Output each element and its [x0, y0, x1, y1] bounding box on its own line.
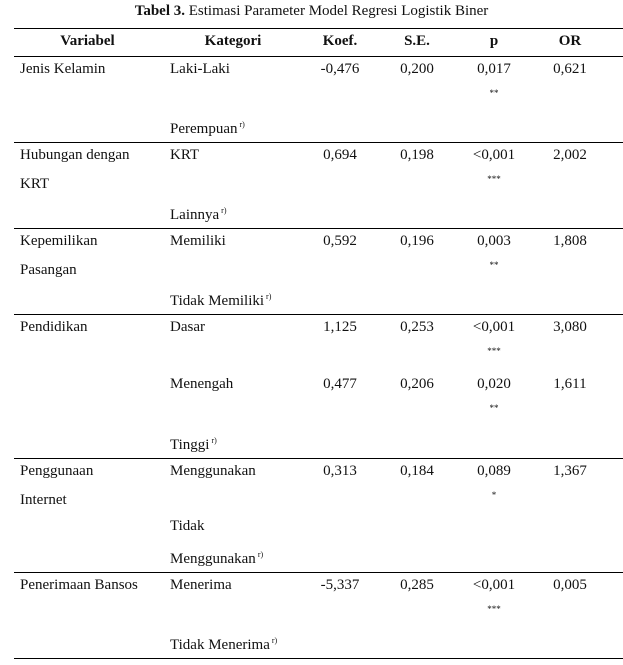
- header-koef: Koef.: [322, 33, 358, 49]
- cell-kategori-line1: Tidak: [170, 518, 205, 534]
- kategori-text: Perempuan: [170, 121, 238, 137]
- cell-koef: -5,337: [320, 577, 360, 593]
- rule-group-3: [14, 314, 623, 315]
- cell-or: 1,611: [553, 376, 587, 392]
- cell-kategori: Dasar: [170, 319, 205, 335]
- cell-or: 1,367: [553, 463, 587, 479]
- cell-koef: 1,125: [323, 319, 357, 335]
- significance-stars: *: [491, 490, 497, 500]
- cell-se: 0,206: [400, 376, 434, 392]
- cell-se: 0,198: [400, 147, 434, 163]
- rule-group-5: [14, 572, 623, 573]
- cell-kategori: Menengah: [170, 376, 234, 392]
- significance-stars: ***: [487, 604, 501, 614]
- cell-variabel-line1: Hubungan dengan: [20, 147, 130, 163]
- header-variabel: Variabel: [60, 33, 115, 49]
- cell-or: 0,005: [553, 577, 587, 593]
- cell-variabel-line1: Kepemilikan: [20, 233, 98, 249]
- cell-p: <0,001: [472, 577, 516, 593]
- cell-kategori: KRT: [170, 147, 200, 163]
- cell-koef: 0,694: [323, 147, 357, 163]
- cell-kategori-reference: [170, 288, 271, 310]
- cell-kategori: Laki-Laki: [170, 61, 230, 77]
- cell-koef: 0,592: [323, 233, 357, 249]
- cell-p: 0,089: [477, 463, 511, 479]
- cell-koef: 0,477: [323, 376, 357, 392]
- cell-kategori: Menggunakan: [170, 463, 256, 479]
- header-or: OR: [558, 33, 582, 49]
- cell-p: <0,001: [472, 147, 516, 163]
- reference-mark: r): [211, 436, 217, 445]
- cell-or: 0,621: [553, 61, 587, 77]
- cell-kategori: Memiliki: [170, 233, 226, 249]
- cell-se: 0,253: [400, 319, 434, 335]
- reference-mark: r): [221, 206, 227, 215]
- caption-text: Estimasi Parameter Model Regresi Logistik Biner: [188, 3, 489, 19]
- cell-variabel-line2: KRT: [20, 176, 50, 192]
- significance-stars: **: [489, 260, 499, 270]
- significance-stars: **: [489, 88, 499, 98]
- cell-p: 0,003: [477, 233, 511, 249]
- cell-variabel-line2: Internet: [20, 492, 67, 508]
- cell-or: 2,002: [553, 147, 587, 163]
- rule-header-bottom: [14, 56, 623, 57]
- cell-p: 0,017: [477, 61, 511, 77]
- cell-koef: -0,476: [320, 61, 360, 77]
- cell-koef: 0,313: [323, 463, 357, 479]
- cell-kategori: Menerima: [170, 577, 232, 593]
- cell-kategori-reference: [170, 202, 226, 224]
- table-caption: [0, 2, 623, 20]
- cell-se: 0,200: [400, 61, 434, 77]
- header-kategori: Kategori: [204, 33, 262, 49]
- cell-kategori-reference: [170, 432, 217, 454]
- kategori-text: Tidak Menerima: [170, 637, 270, 653]
- kategori-text: Tidak Memiliki: [170, 293, 265, 309]
- rule-group-2: [14, 228, 623, 229]
- header-p: p: [489, 33, 499, 49]
- cell-or: 3,080: [553, 319, 587, 335]
- reference-mark: r): [271, 636, 278, 645]
- reference-mark: r): [266, 292, 272, 301]
- reference-mark: r): [257, 550, 264, 559]
- header-se: S.E.: [404, 33, 430, 49]
- cell-p: <0,001: [472, 319, 516, 335]
- rule-top: [14, 28, 623, 29]
- kategori-text: Menggunakan: [170, 551, 256, 567]
- rule-group-4: [14, 458, 623, 459]
- cell-variabel-line1: Penggunaan: [20, 463, 94, 479]
- cell-variabel: Penerimaan Bansos: [20, 577, 138, 593]
- caption-label: Tabel 3.: [134, 3, 185, 19]
- cell-variabel: Pendidikan: [20, 319, 88, 335]
- cell-se: 0,285: [400, 577, 434, 593]
- cell-kategori-reference: [170, 546, 263, 568]
- cell-kategori-reference: [170, 116, 245, 138]
- rule-bottom: [14, 658, 623, 659]
- cell-variabel-line2: Pasangan: [20, 262, 77, 278]
- significance-stars: ***: [487, 346, 501, 356]
- cell-se: 0,184: [400, 463, 434, 479]
- cell-or: 1,808: [553, 233, 587, 249]
- cell-kategori-reference: [170, 632, 277, 654]
- reference-mark: r): [239, 120, 245, 129]
- significance-stars: ***: [487, 174, 501, 184]
- kategori-text: Lainnya: [170, 207, 220, 223]
- cell-p: 0,020: [477, 376, 511, 392]
- cell-variabel: Jenis Kelamin: [20, 61, 106, 77]
- significance-stars: **: [489, 403, 499, 413]
- rule-group-1: [14, 142, 623, 143]
- kategori-text: Tinggi: [170, 437, 210, 453]
- cell-se: 0,196: [400, 233, 434, 249]
